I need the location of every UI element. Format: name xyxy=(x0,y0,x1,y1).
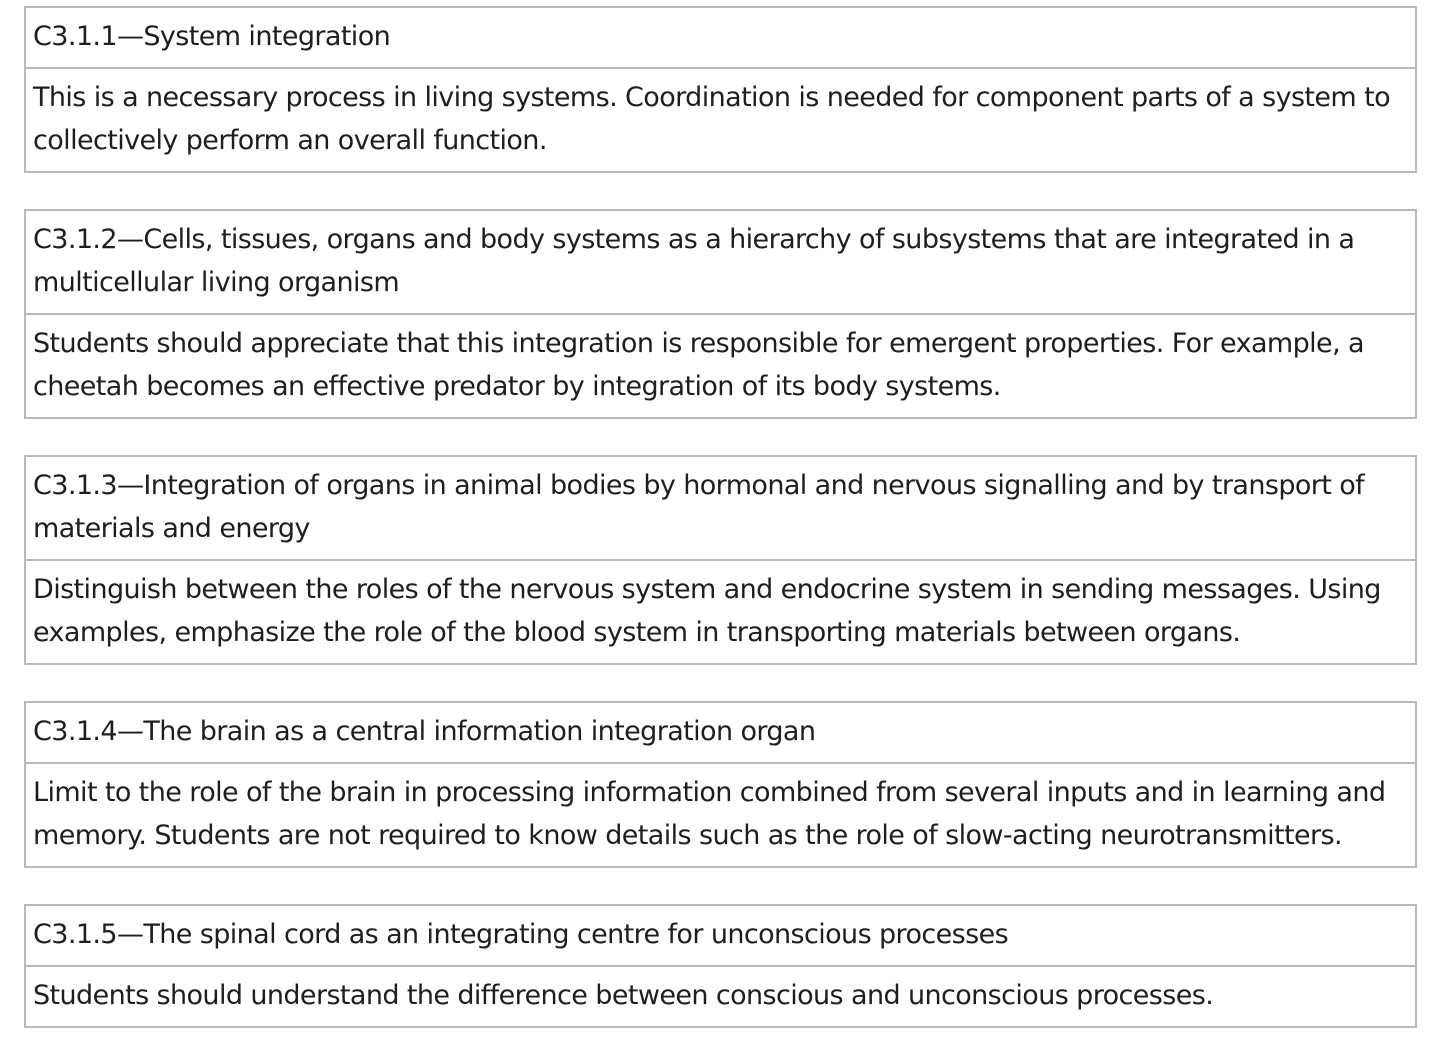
body-line: cheetah becomes an effective predator by integration of its body systems. xyxy=(33,371,1001,402)
section-heading xyxy=(26,457,1415,559)
heading-line: C3.1.1—System integration xyxy=(33,21,391,52)
heading-line: C3.1.3—Integration of organs in animal bodies by hormonal and nervous signalling and by transport of xyxy=(33,470,1365,501)
heading-line: C3.1.4—The brain as a central information integration organ xyxy=(33,716,816,747)
section-body xyxy=(26,762,1415,866)
body-line: This is a necessary process in living systems. Coordination is needed for component parts of a system to xyxy=(33,82,1391,113)
body-line: collectively perform an overall function. xyxy=(33,125,547,156)
section-c3-1-1 xyxy=(24,6,1417,173)
section-heading xyxy=(26,703,1415,762)
section-body xyxy=(26,965,1415,1026)
section-c3-1-3 xyxy=(24,455,1417,665)
section-heading xyxy=(26,211,1415,313)
heading-line: multicellular living organism xyxy=(33,267,400,298)
section-c3-1-4 xyxy=(24,701,1417,868)
section-body xyxy=(26,313,1415,417)
section-body xyxy=(26,559,1415,663)
section-c3-1-2 xyxy=(24,209,1417,419)
section-heading xyxy=(26,8,1415,67)
heading-line: materials and energy xyxy=(33,513,310,544)
section-c3-1-5 xyxy=(24,904,1417,1028)
section-body xyxy=(26,67,1415,171)
body-line: examples, emphasize the role of the blood system in transporting materials between organs. xyxy=(33,617,1241,648)
body-line: Limit to the role of the brain in processing information combined from several inputs and in learning and xyxy=(33,777,1386,808)
section-heading xyxy=(26,906,1415,965)
body-line: memory. Students are not required to know details such as the role of slow-acting neurotransmitters. xyxy=(33,820,1342,851)
heading-line: C3.1.5—The spinal cord as an integrating centre for unconscious processes xyxy=(33,919,1009,950)
body-line: Distinguish between the roles of the nervous system and endocrine system in sending messages. Using xyxy=(33,574,1381,605)
body-line: Students should understand the difference between conscious and unconscious processes. xyxy=(33,980,1214,1011)
body-line: Students should appreciate that this integration is responsible for emergent properties. For example, a xyxy=(33,328,1364,359)
heading-line: C3.1.2—Cells, tissues, organs and body systems as a hierarchy of subsystems that are integrated in a xyxy=(33,224,1355,255)
